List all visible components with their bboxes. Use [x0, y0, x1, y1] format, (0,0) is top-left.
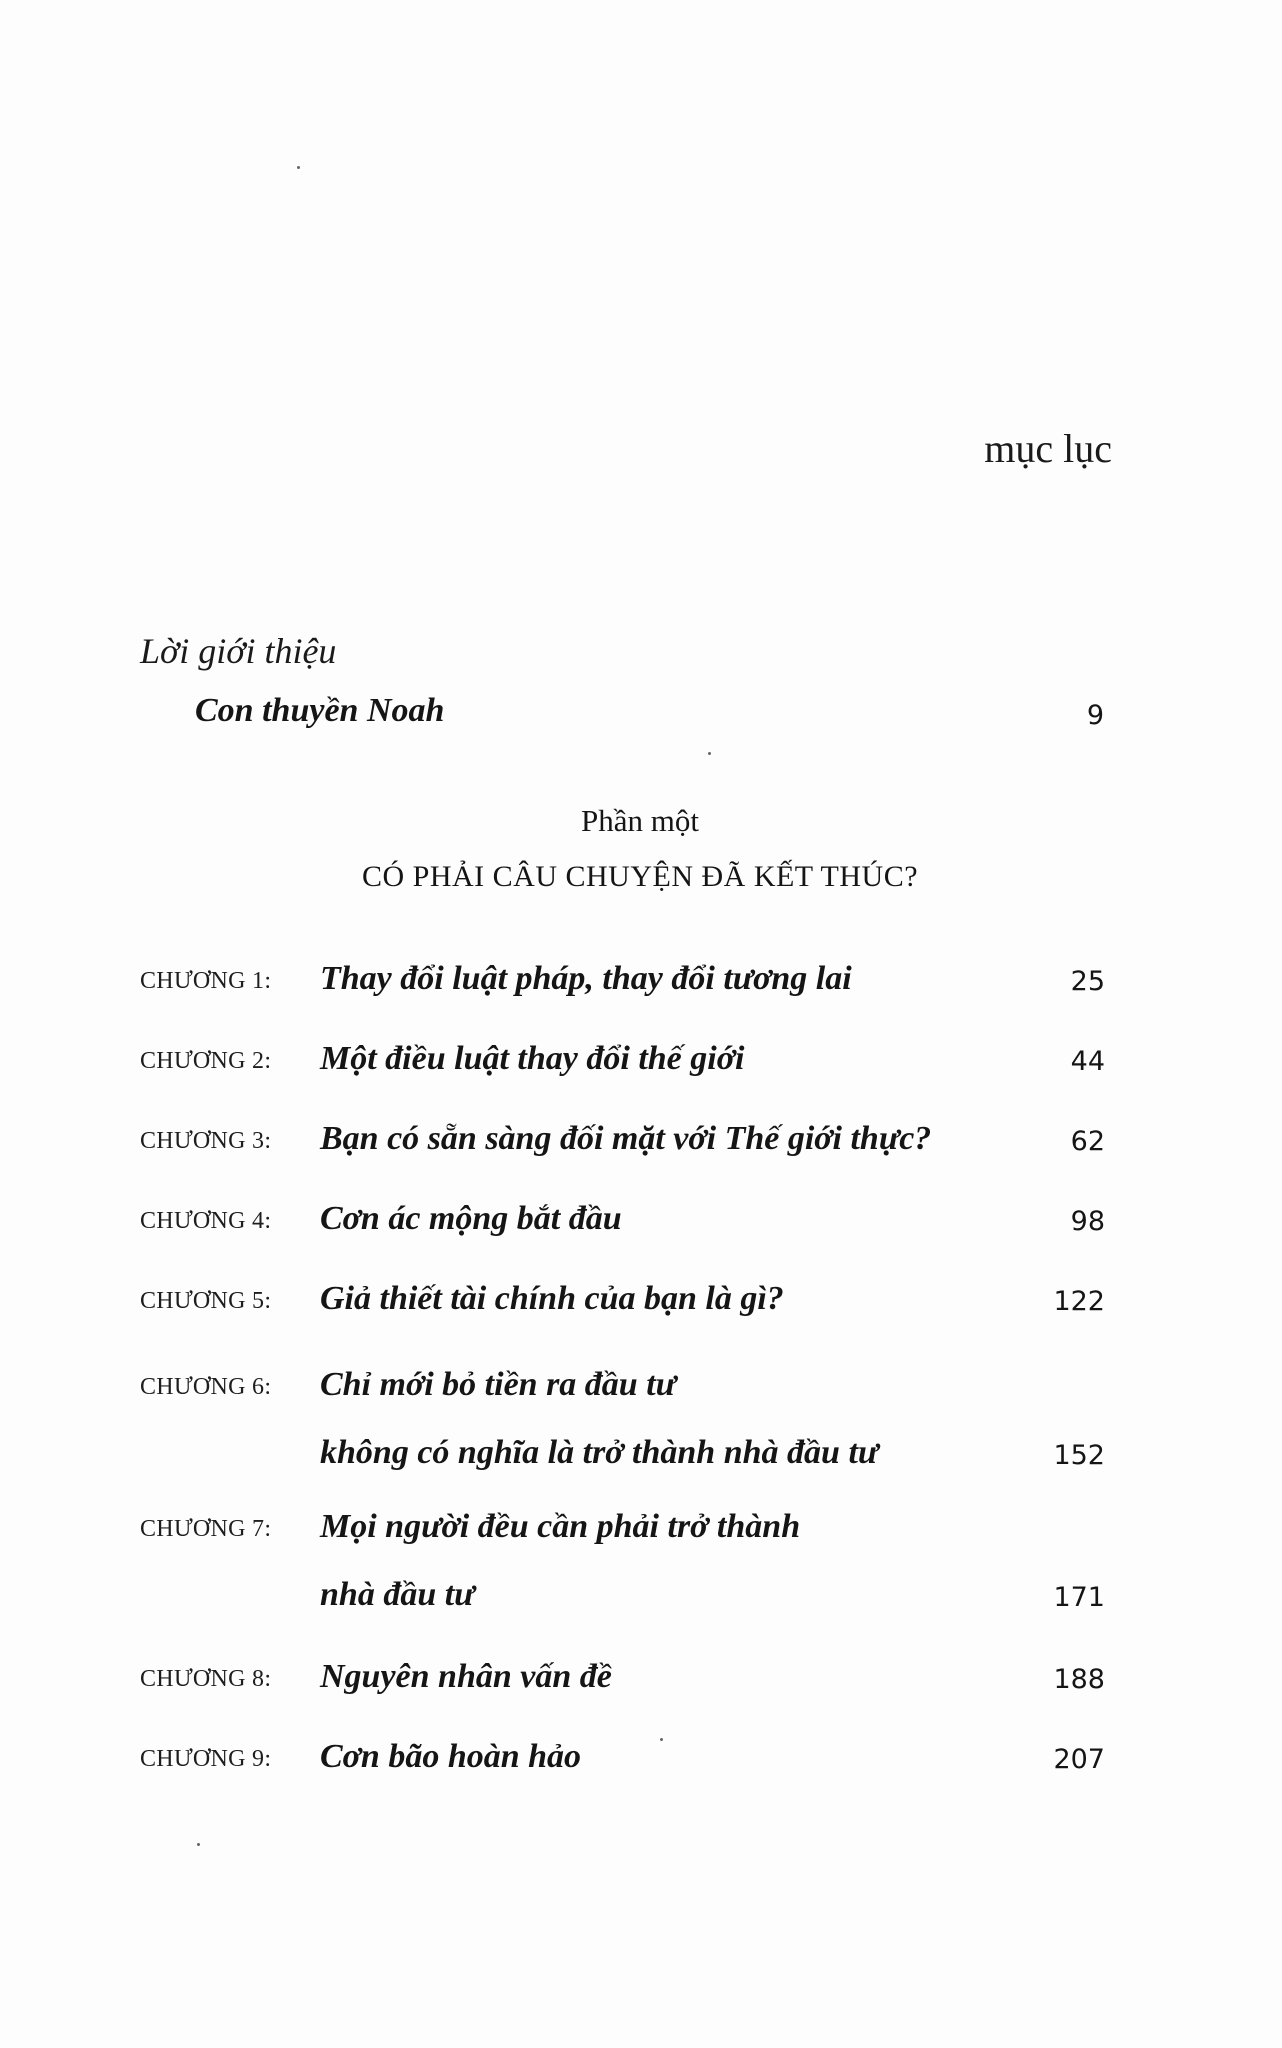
- chapter-page: 98: [1070, 1206, 1105, 1237]
- chapter-title: Chỉ mới bỏ tiền ra đầu tư: [320, 1366, 677, 1403]
- toc-title: mục lục: [984, 426, 1112, 471]
- chapter-page: 171: [1053, 1582, 1105, 1613]
- chapter-prefix: CHƯƠNG 9:: [140, 1746, 272, 1772]
- chapter-page: 152: [1053, 1440, 1105, 1471]
- chapter-title: Mọi người đều cần phải trở thành: [320, 1508, 801, 1545]
- chapter-page: 44: [1070, 1046, 1105, 1077]
- chapter-title-continued: nhà đầu tư: [320, 1576, 475, 1613]
- chapter-page: 207: [1053, 1744, 1105, 1775]
- chapter-page: 122: [1053, 1286, 1105, 1317]
- chapter-title: Cơn ác mộng bắt đầu: [320, 1200, 622, 1237]
- chapter-entry-6: [140, 1366, 1105, 1516]
- chapter-entry-3: [140, 1120, 1105, 1200]
- chapter-title: Bạn có sẵn sàng đối mặt với Thế giới thực?: [320, 1120, 932, 1157]
- print-speck: [297, 166, 300, 169]
- chapter-prefix: CHƯƠNG 8:: [140, 1666, 272, 1692]
- chapter-title: Thay đổi luật pháp, thay đổi tương lai: [320, 960, 852, 997]
- print-speck: [660, 1738, 663, 1741]
- chapter-title: Giả thiết tài chính của bạn là gì?: [320, 1280, 784, 1317]
- intro-label: Lời giới thiệu: [140, 631, 337, 671]
- chapter-entry-7: [140, 1508, 1105, 1658]
- intro-entry-page: 9: [1086, 700, 1104, 731]
- chapter-prefix: CHƯƠNG 3:: [140, 1128, 272, 1154]
- chapter-page: 188: [1053, 1664, 1105, 1695]
- part-title: CÓ PHẢI CÂU CHUYỆN ĐÃ KẾT THÚC?: [361, 860, 919, 893]
- chapter-prefix: CHƯƠNG 6:: [140, 1374, 272, 1400]
- print-speck: [197, 1843, 200, 1846]
- chapter-prefix: CHƯƠNG 7:: [140, 1516, 272, 1542]
- chapter-entry-8: [140, 1658, 1105, 1738]
- chapter-page: 25: [1070, 966, 1105, 997]
- print-speck: [708, 752, 711, 755]
- intro-entry-title: Con thuyền Noah: [195, 692, 445, 729]
- chapter-title: Cơn bão hoàn hảo: [320, 1738, 582, 1775]
- chapter-title: Một điều luật thay đổi thế giới: [320, 1040, 745, 1077]
- chapter-prefix: CHƯƠNG 1:: [140, 968, 272, 994]
- chapter-title: Nguyên nhân vấn đề: [320, 1658, 612, 1695]
- chapter-page: 62: [1070, 1126, 1105, 1157]
- chapter-entry-9: [140, 1738, 1105, 1818]
- chapter-entry-4: [140, 1200, 1105, 1280]
- chapter-entry-1: [140, 960, 1105, 1040]
- chapter-prefix: CHƯƠNG 5:: [140, 1288, 272, 1314]
- chapter-prefix: CHƯƠNG 4:: [140, 1208, 272, 1234]
- chapter-title-continued: không có nghĩa là trở thành nhà đầu tư: [320, 1434, 879, 1471]
- part-label: Phần một: [581, 803, 699, 838]
- chapter-entry-2: [140, 1040, 1105, 1120]
- chapter-prefix: CHƯƠNG 2:: [140, 1048, 272, 1074]
- chapter-entry-5: [140, 1280, 1105, 1360]
